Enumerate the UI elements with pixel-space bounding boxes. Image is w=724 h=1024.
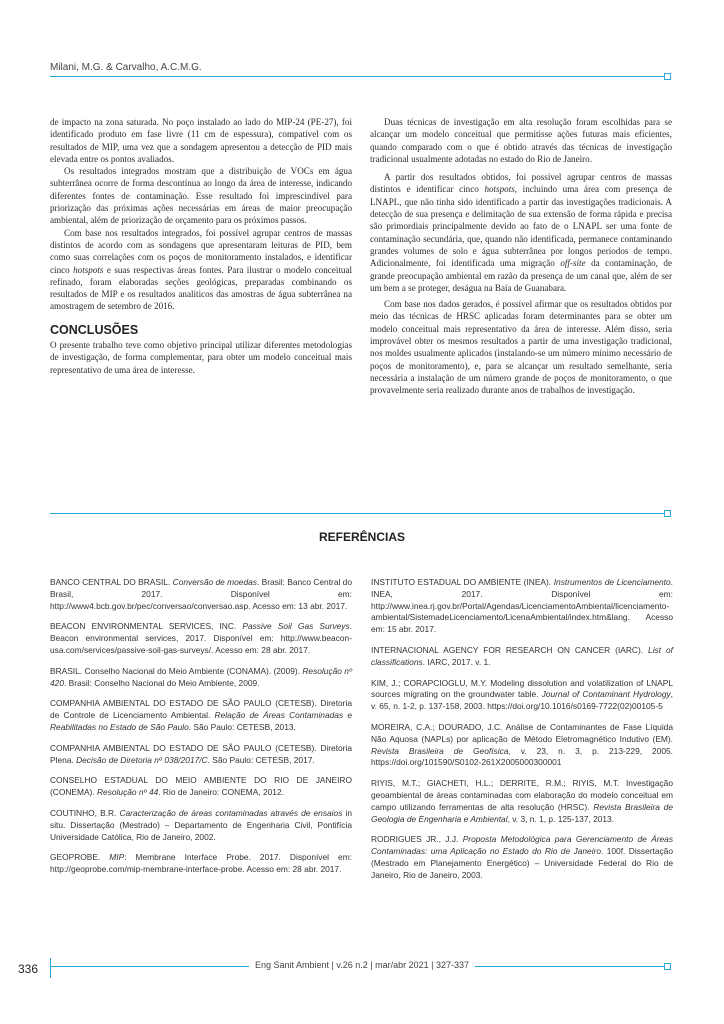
reference-text: RIYIS, M.T.; GIACHETI, H.L.; DERRITE, R.M.; RIYIS, M.T. Investigação geoambiental de áreas contaminadas com elaboração do modelo conceitual em campo utilizando ferramentas de alta resolução (HRSC). [371, 778, 673, 812]
reference-text: COMPANHIA AMBIENTAL DO ESTADO DE SÃO PAULO (CETESB). Diretoria Plena. [50, 742, 352, 765]
left-column [50, 116, 352, 376]
reference-text: , v. 23, n. 3, p. 213-229, 2005. https://doi.org/101590/S0102-261X2005000300001 [371, 745, 673, 768]
references-rule-end-marker [664, 510, 671, 517]
references-heading: REFERÊNCIAS [318, 530, 405, 544]
reference-text: . IARC, 2017. v. 1. [422, 656, 491, 667]
reference-title: Revista Brasileira de Geologia de Engenharia e Ambiental [371, 801, 673, 824]
reference-entry [50, 852, 352, 876]
reference-entry [50, 808, 352, 843]
reference-title: Conversão de moedas [172, 577, 257, 587]
reference-title: Passive Soil Gas Surveys [242, 621, 350, 632]
header-rule [50, 76, 666, 77]
reference-text: . INEA, 2017. Disponível em: http://www.inea.rj.gov.br/Portal/Agendas/LicenciamentoAmbiental/licenciamento-ambiental/SistemadeLicenciamento/LicenaAmbiental/index.htm&lang. Acesso em: 15 abr. 2017. [371, 577, 673, 635]
reference-text: . Brasil: Banco Central do Brasil, 2017. Disponível em: http://www4.bcb.gov.br/pec/conversao/conversao.asp. Acesso em: 13 abr. 2017. [50, 577, 352, 611]
page-number: 336 [18, 962, 44, 976]
reference-text: . São Paulo: CETESB, 2013. [188, 721, 296, 732]
reference-title: MIP [109, 852, 125, 863]
reference-text: COUTINHO, B.R. [50, 807, 120, 818]
reference-entry [371, 577, 673, 636]
left-paragraph-3: Com base nos resultados integrados, foi possível agrupar centros de massas distintos de acordo com as sondagens que apresentaram leituras de PID, bem como suas correlações com os poços de monitoramento instalados, e identificar cinco hotspots e suas respectivas áreas fontes. Para ilustrar o modelo conceitual refinado, foram elaboradas seções geológicas, preparadas combinando os resultados de MIP e os resultados analíticos das amostras de água subterrânea na amostragem de setembro de 2016. [50, 227, 353, 312]
reference-entry [50, 743, 352, 767]
reference-text: , v. 65, n. 1-2, p. 137-158, 2003. https://doi.org/10.1016/s0169-7722(02)00105-5 [371, 689, 673, 712]
conclusions-heading: CONCLUSÕES [50, 322, 139, 337]
reference-title: Resolução nº 420 [50, 665, 352, 688]
reference-title: Caracterização de áreas contaminadas através de ensaios [119, 807, 343, 818]
reference-title: List of classifications [371, 644, 673, 667]
reference-text: , v. 3, n. 1, p. 125-137, 2013. [507, 813, 615, 824]
reference-title: Proposta Metodológica para Gerenciamento de Áreas Contaminadas: uma Aplicação no Estado do Rio de Janeiro [371, 834, 674, 857]
reference-text: BRASIL. Conselho Nacional do Meio Ambiente (CONAMA). (2009). [50, 665, 303, 676]
left-paragraph-4: O presente trabalho teve como objetivo principal utilizar diferentes metodologias de investigação, de forma complementar, para obter um modelo conceitual mais representativo de uma área de interesse. [50, 340, 352, 375]
journal-info: Eng Sanit Ambient | v.26 n.2 | mar/abr 2021 | 327-337 [0, 960, 724, 970]
header-rule-end-marker [664, 73, 671, 80]
right-paragraph-3: Com base nos dados gerados, é possível afirmar que os resultados obtidos por meio das técnicas de HRSC aplicadas foram determinantes para se obter um modelo conceitual mais representativo da área de interesse. Além disso, seria improvável obter os mesmos resultados a partir de uma investigação tradicional, nos moldes usualmente aplicados (instalando-se um número mínimo necessário de poços de monitoramento), e, para se alcançar um resultado semelhante, seria necessária a instalação de um número grande de poços de monitoramento, o que provavelmente seria realizado durante anos de trabalhos de investigação. [370, 299, 672, 396]
reference-text: BEACON ENVIRONMENTAL SERVICES, INC. [50, 621, 243, 632]
reference-text: : Membrane Interface Probe. 2017. Disponível em: http://geoprobe.com/mip-membrane-interface-probe. Acesso em: 28 abr. 2017. [50, 852, 352, 875]
reference-entry [50, 666, 352, 690]
reference-text: BANCO CENTRAL DO BRASIL. [50, 577, 173, 587]
left-paragraph-2: Os resultados integrados mostram que a distribuição de VOCs em água subterrânea ocorre de forma descontínua ao longo da área de interesse, indicando diferentes fontes de contaminação. Esse resultado foi imprescindível para priorização das próximas ações necessárias em áreas de maior preocupação ambiental, além de priorização de orçamento para os próximos passos. [50, 166, 352, 226]
references-rule [50, 513, 666, 514]
reference-entry [50, 698, 352, 733]
reference-text: . 100f. Dissertação (Mestrado em Planejamento Energético) – Universidade Federal do Rio de Janeiro, Rio de Janeiro, 2003. [371, 846, 674, 880]
reference-text: MOREIRA, C.A.; DOURADO, J.C. Análise de Contaminantes de Fase Líquida Não Aquosa (NAPLs) por aplicação de Método Eletromagnético Indutivo (EM). [371, 721, 673, 744]
left-paragraph-1: de impacto na zona saturada. No poço instalado ao lado do MIP-24 (PE-27), foi identificado produto em fase livre (11 cm de espessura), compatível com os resultados de MIP, uma vez que a sondagem apresentou a detecção de PID mais elevada entre os pontos avaliados. [50, 117, 352, 164]
reference-text: in situ. Dissertação (Mestrado) – Departamento de Engenharia Civil, Pontifícia Universidade Católica, Rio de Janeiro, 2002. [50, 807, 352, 842]
reference-entry [50, 621, 352, 656]
reference-text: . Rio de Janeiro: CONEMA, 2012. [158, 787, 284, 798]
reference-title: Instrumentos de Licenciamento [553, 577, 671, 587]
reference-entry [371, 645, 673, 669]
reference-text: GEOPROBE. [50, 852, 110, 863]
right-paragraph-2: A partir dos resultados obtidos, foi possível agrupar centros de massas distintos e identificar cinco hotspots, incluindo uma área com presença de LNAPL, que não tinha sido identificado a partir das investigações tradicionais. A detecção de sua presença e delimitação de sua extensão de forma rápida e precisa são primordiais principalmente devido ao fato de o LNAPL ser uma fonte de contaminação secundária, que, quando não identificada, permanece contaminando grandes volumes de solo e água subterrânea por longos períodos de tempo. Adicionalmente, foi identificada uma migração off-site da contaminação, de grande preocupação ambiental em razão da presença de um canal que, além de ser um bem a se proteger, deságua na Baía de Guanabara. [370, 172, 672, 293]
references-right-column [371, 577, 673, 891]
reference-entry [371, 678, 673, 713]
reference-text: . Beacon environmental services, 2017. Disponível em: http://www.beacon-usa.com/services/passive-soil-gas-surveys/. Acesso em: 28 abr. 2017. [50, 621, 352, 655]
reference-entry [371, 834, 673, 881]
reference-title: Relação de Áreas Contaminadas e Reabilitadas no Estado de São Paulo [50, 710, 353, 732]
reference-entry [371, 722, 673, 769]
right-paragraph-1: Duas técnicas de investigação em alta resolução foram escolhidas para se alcançar um modelo conceitual que permitisse ações futuras mais eficientes, quando comparado com o que é obtido através das técnicas de investigação tradicional usualmente adotadas no estado do Rio de Janeiro. [370, 117, 672, 164]
reference-entry [50, 577, 352, 612]
reference-text: KIM, J.; CORAPCIOGLU, M.Y. Modeling dissolution and volatilization of LNAPL sources migrating on the groundwater table. [371, 677, 673, 700]
right-column [370, 116, 672, 397]
reference-text: RODRIGUES JR., J.J. [371, 834, 463, 845]
reference-entry [50, 775, 352, 799]
running-head: Milani, M.G. & Carvalho, A.C.M.G. [50, 62, 202, 73]
reference-title: Journal of Contaminant Hydrology [541, 689, 671, 700]
references-left-column [50, 577, 352, 885]
reference-text: . São Paulo: CETESB, 2017. [207, 754, 315, 765]
reference-text: . Brasil: Conselho Nacional do Meio Ambiente, 2009. [63, 677, 260, 688]
reference-text: CONSELHO ESTADUAL DO MEIO AMBIENTE DO RIO DE JANEIRO (CONEMA). [50, 775, 352, 798]
reference-text: COMPANHIA AMBIENTAL DO ESTADO DE SÃO PAULO (CETESB). Diretoria de Controle de Licenciamento Ambiental. [50, 698, 352, 721]
reference-text: INTERNACIONAL AGENCY FOR RESEARCH ON CANCER (IARC). [371, 644, 649, 655]
reference-title: Revista Brasileira de Geofísica [371, 745, 509, 756]
reference-entry [371, 778, 673, 825]
reference-title: Decisão de Diretoria nº 038/2017/C [76, 754, 208, 765]
reference-text: INSTITUTO ESTADUAL DO AMBIENTE (INEA). [371, 577, 554, 587]
reference-title: Resolução nº 44 [97, 787, 159, 798]
